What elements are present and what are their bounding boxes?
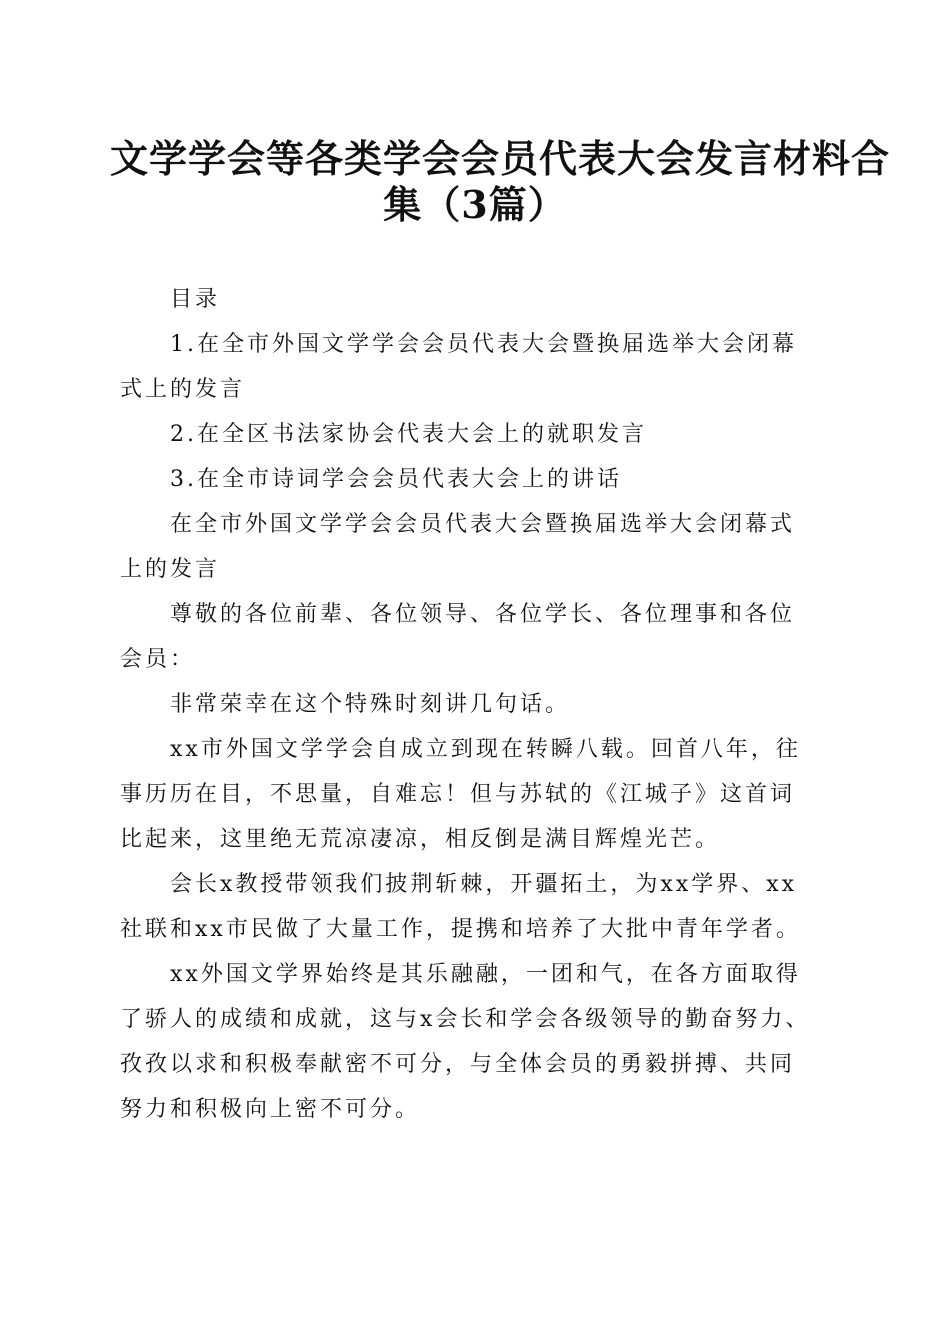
toc-item-2: 2.在全区书法家协会代表大会上的就职发言	[170, 422, 647, 447]
paragraph-4-line-3: 孜孜以求和积极奉献密不可分，与全体会员的勇毅拼搏、共同	[120, 1052, 796, 1077]
toc-heading: 目录	[170, 287, 221, 312]
greeting-line-2: 会员：	[120, 647, 196, 672]
toc-item-1-line-2: 式上的发言	[120, 377, 246, 402]
section-title-line-2: 上的发言	[120, 557, 221, 582]
section-title-line-1: 在全市外国文学学会会员代表大会暨换届选举大会闭幕式	[170, 512, 796, 537]
paragraph-2-line-3: 比起来，这里绝无荒凉凄凉，相反倒是满目辉煌光芒。	[120, 827, 721, 852]
paragraph-2-line-1: xx市外国文学学会自成立到现在转瞬八载。回首八年，往	[170, 737, 801, 762]
paragraph-3-line-1: 会长x教授带领我们披荆斩棘，开疆拓土，为xx学界、xx	[170, 872, 798, 897]
document-body	[120, 277, 832, 1132]
paragraph-4-line-2: 了骄人的成绩和成就，这与x会长和学会各级领导的勤奋努力、	[120, 1007, 811, 1032]
document-title-line-2: 集（3篇）	[383, 182, 567, 227]
document-title-line-1: 文学学会等各类学会会员代表大会发言材料合	[110, 136, 891, 181]
paragraph-1: 非常荣幸在这个特殊时刻讲几句话。	[170, 692, 571, 717]
paragraph-4-line-1: xx外国文学界始终是其乐融融，一团和气，在各方面取得	[170, 962, 801, 987]
toc-item-1-line-1: 1.在全市外国文学学会会员代表大会暨换届选举大会闭幕	[170, 332, 797, 357]
paragraph-4-line-4: 努力和积极向上密不可分。	[120, 1097, 421, 1122]
paragraph-3-line-2: 社联和xx市民做了大量工作，提携和培养了大批中青年学者。	[120, 917, 801, 942]
toc-item-3: 3.在全市诗词学会会员代表大会上的讲话	[170, 467, 622, 492]
greeting-line-1: 尊敬的各位前辈、各位领导、各位学长、各位理事和各位	[170, 602, 796, 627]
paragraph-2-line-2: 事历历在目，不思量，自难忘！但与苏轼的《江城子》这首词	[120, 782, 796, 807]
